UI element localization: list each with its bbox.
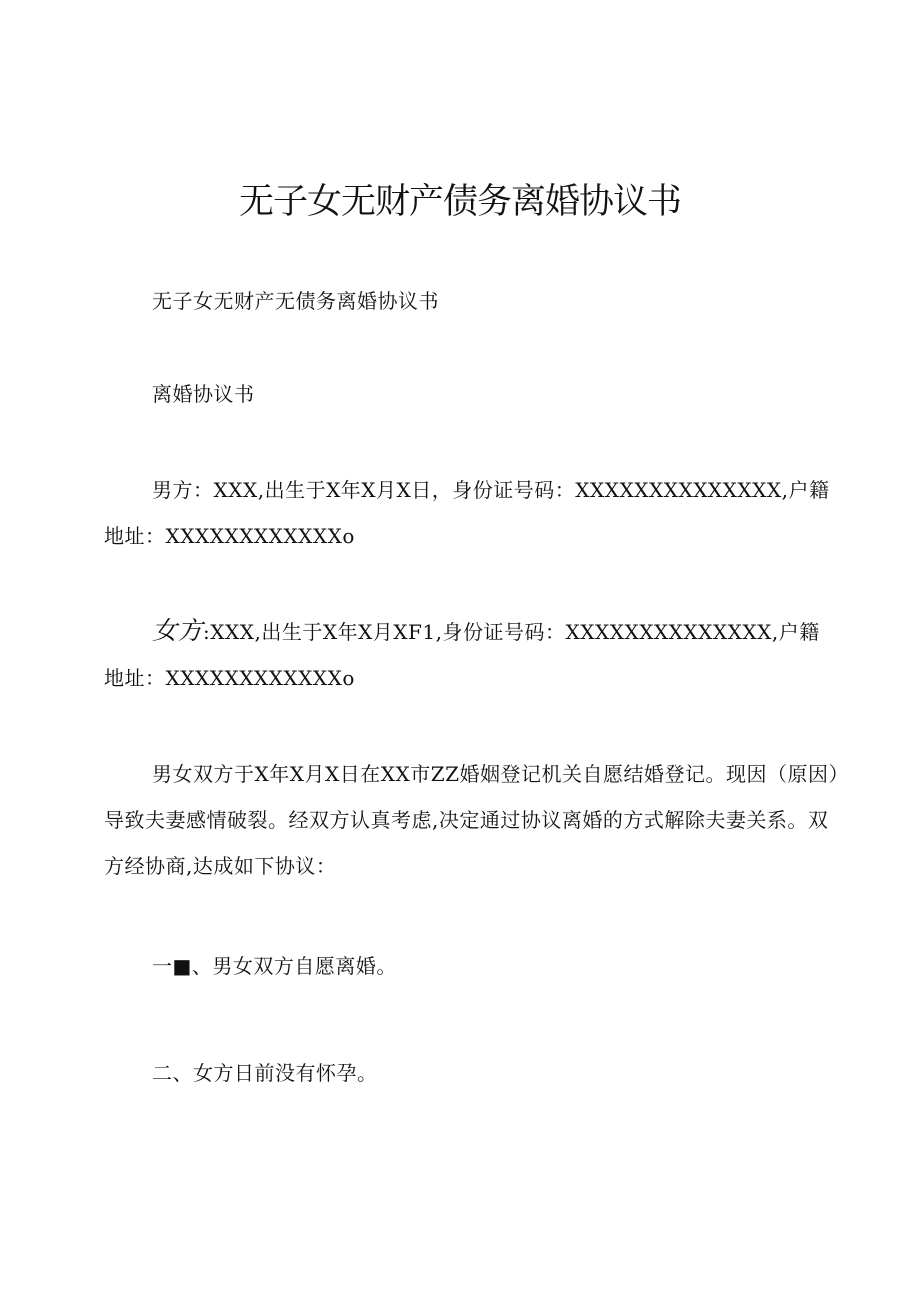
intro-line-2: 导致夫妻感情破裂。经双方认真考虑,决定通过协议离婚的方式解除夫妻关系。双 [104, 808, 829, 832]
document-title: 无子女无财产债务离婚协议书 [238, 182, 681, 222]
female-info-line-2: 地址：XXXXXXXXXXXXo [104, 666, 355, 690]
agreement-item-1: 一■、男女双方自愿离婚。 [152, 954, 397, 978]
subtitle-paragraph: 无子女无财产无债务离婚协议书 [152, 289, 439, 313]
intro-line-1: 男女双方于X年X月X日在XX市ZZ婚姻登记机关自愿结婚登记。现因（原因） [152, 762, 849, 786]
intro-paragraph [104, 751, 849, 889]
female-info-line-1-rest: :XXX,出生于X年X月XF1,身份证号码：XXXXXXXXXXXXXX,户籍 [203, 620, 820, 644]
male-info-line-2: 地址：XXXXXXXXXXXXo [104, 524, 355, 548]
female-label: 女方 [152, 616, 204, 645]
heading-paragraph: 离婚协议书 [152, 382, 255, 406]
female-info-paragraph [104, 608, 820, 701]
agreement-item-2: 二、女方日前没有怀孕。 [152, 1061, 378, 1085]
intro-line-3: 方经协商,达成如下协议： [104, 854, 337, 878]
male-info-paragraph [104, 467, 830, 559]
male-info-line-1: 男方：XXX,出生于X年X月X日，身份证号码：XXXXXXXXXXXXXX,户籍 [152, 478, 830, 502]
female-info-line-1 [104, 608, 820, 655]
